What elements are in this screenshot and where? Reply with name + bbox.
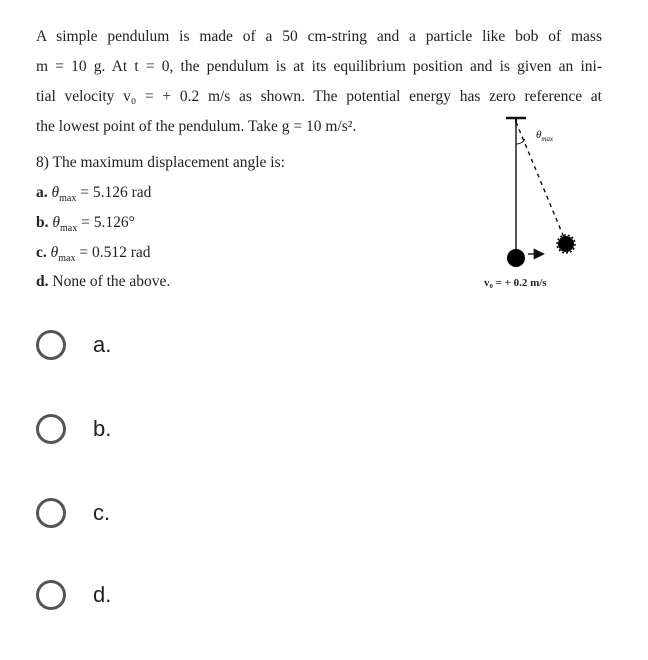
choice-b-label: b.: [93, 416, 112, 441]
pendulum-figure: [468, 108, 618, 293]
problem-line-3: tial velocity v₀ = + 0.2 m/s as shown. The potential energy has zero reference at: [36, 88, 602, 105]
option-d: [36, 273, 170, 291]
option-a: [36, 184, 151, 204]
option-c-value: = 0.512 rad: [79, 244, 151, 261]
bob-displaced: [557, 235, 575, 253]
option-c-sub: max: [58, 253, 76, 265]
option-a-letter: a.: [36, 184, 48, 201]
choice-b[interactable]: [36, 409, 236, 449]
option-a-value: = 5.126 rad: [80, 184, 152, 201]
problem-line-1: A simple pendulum is made of a 50 cm-string and a particle like bob of mass: [36, 28, 602, 45]
problem-line-2: m = 10 g. At t = 0, the pendulum is at its equilibrium position and is given an ini-: [36, 58, 602, 75]
option-c-letter: c.: [36, 244, 47, 261]
option-d-letter: d.: [36, 273, 49, 290]
radio-c[interactable]: [36, 498, 66, 528]
option-d-text: None of the above.: [52, 273, 171, 290]
velocity-label: v₀ = + 0.2 m/s: [484, 277, 547, 289]
option-b: [36, 214, 135, 234]
radio-b[interactable]: [36, 414, 66, 444]
question-text: 8) The maximum displacement angle is:: [36, 154, 285, 171]
choice-a-label: a.: [93, 332, 112, 357]
choice-c-label: c.: [93, 500, 111, 525]
option-b-value: = 5.126°: [81, 214, 135, 231]
radio-a[interactable]: [36, 330, 66, 360]
option-c-var: θ: [50, 244, 59, 261]
option-a-var: θ: [51, 184, 60, 201]
choice-d[interactable]: [36, 575, 236, 615]
angle-sub: max: [541, 135, 554, 143]
choice-a[interactable]: [36, 325, 236, 365]
option-a-sub: max: [59, 193, 77, 205]
option-b-var: θ: [52, 214, 60, 231]
bob-equilibrium: [507, 249, 525, 267]
option-c: [36, 244, 151, 264]
option-b-letter: b.: [36, 214, 49, 231]
problem-line-4: the lowest point of the pendulum. Take g = 10 m/s².: [36, 118, 357, 135]
angle-label: [536, 129, 554, 143]
option-b-sub: max: [60, 223, 78, 235]
choice-c[interactable]: [36, 493, 236, 533]
choice-d-label: d.: [93, 582, 112, 607]
angle-symbol: θ: [536, 129, 542, 141]
radio-d[interactable]: [36, 580, 66, 610]
